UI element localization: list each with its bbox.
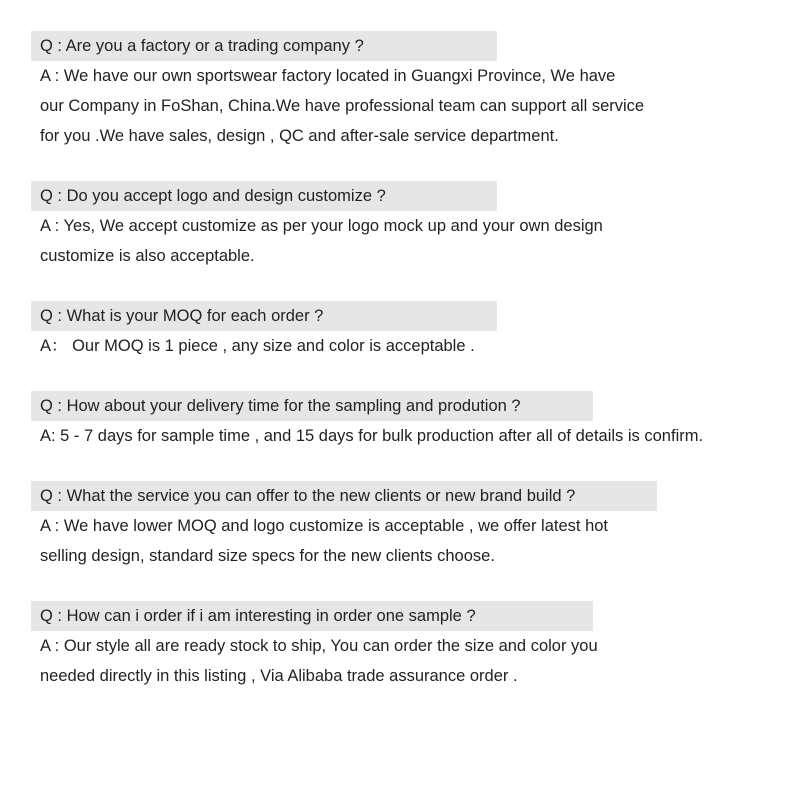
faq-answer [31, 61, 644, 151]
faq-question: Q : What the service you can offer to the new clients or new brand build ? [31, 481, 657, 511]
faq-question: Q : Are you a factory or a trading company ? [31, 31, 497, 61]
faq-answer-line: for you .We have sales, design , QC and after-sale service department. [40, 127, 559, 145]
faq-answer-line: A : Our style all are ready stock to ship, You can order the size and color you [40, 637, 598, 655]
faq-answer-line: A : We have lower MOQ and logo customize is acceptable , we offer latest hot [40, 517, 609, 535]
faq-answer-line: A : We have our own sportswear factory located in Guangxi Province, We have [40, 67, 616, 85]
faq-item-customize [31, 181, 603, 271]
faq-question: Q : What is your MOQ for each order ? [31, 301, 497, 331]
faq-answer-line: A: 5 - 7 days for sample time , and 15 days for bulk production after all of details is confirm. [40, 427, 704, 445]
faq-answer-line: A : Yes, We accept customize as per your logo mock up and your own design [40, 217, 603, 235]
faq-question: Q : How about your delivery time for the sampling and prodution ? [31, 391, 593, 421]
faq-answer [31, 331, 497, 361]
faq-question: Q : Do you accept logo and design customize ? [31, 181, 497, 211]
faq-answer [31, 211, 603, 271]
faq-item-delivery [31, 391, 703, 451]
faq-item-factory [31, 31, 644, 151]
faq-answer-line: customize is also acceptable. [40, 247, 255, 265]
faq-answer-line: selling design, standard size specs for the new clients choose. [40, 547, 495, 565]
faq-answer [31, 511, 657, 571]
faq-item-service [31, 481, 657, 571]
faq-answer [31, 421, 703, 451]
faq-answer [31, 631, 598, 691]
faq-answer-line: needed directly in this listing , Via Alibaba trade assurance order . [40, 667, 518, 685]
faq-answer-line: A： Our MOQ is 1 piece , any size and color is acceptable . [40, 337, 475, 355]
faq-item-moq [31, 301, 497, 361]
faq-answer-line: our Company in FoShan, China.We have professional team can support all service [40, 97, 645, 115]
faq-question: Q : How can i order if i am interesting in order one sample ? [31, 601, 593, 631]
faq-item-sample-order [31, 601, 598, 691]
